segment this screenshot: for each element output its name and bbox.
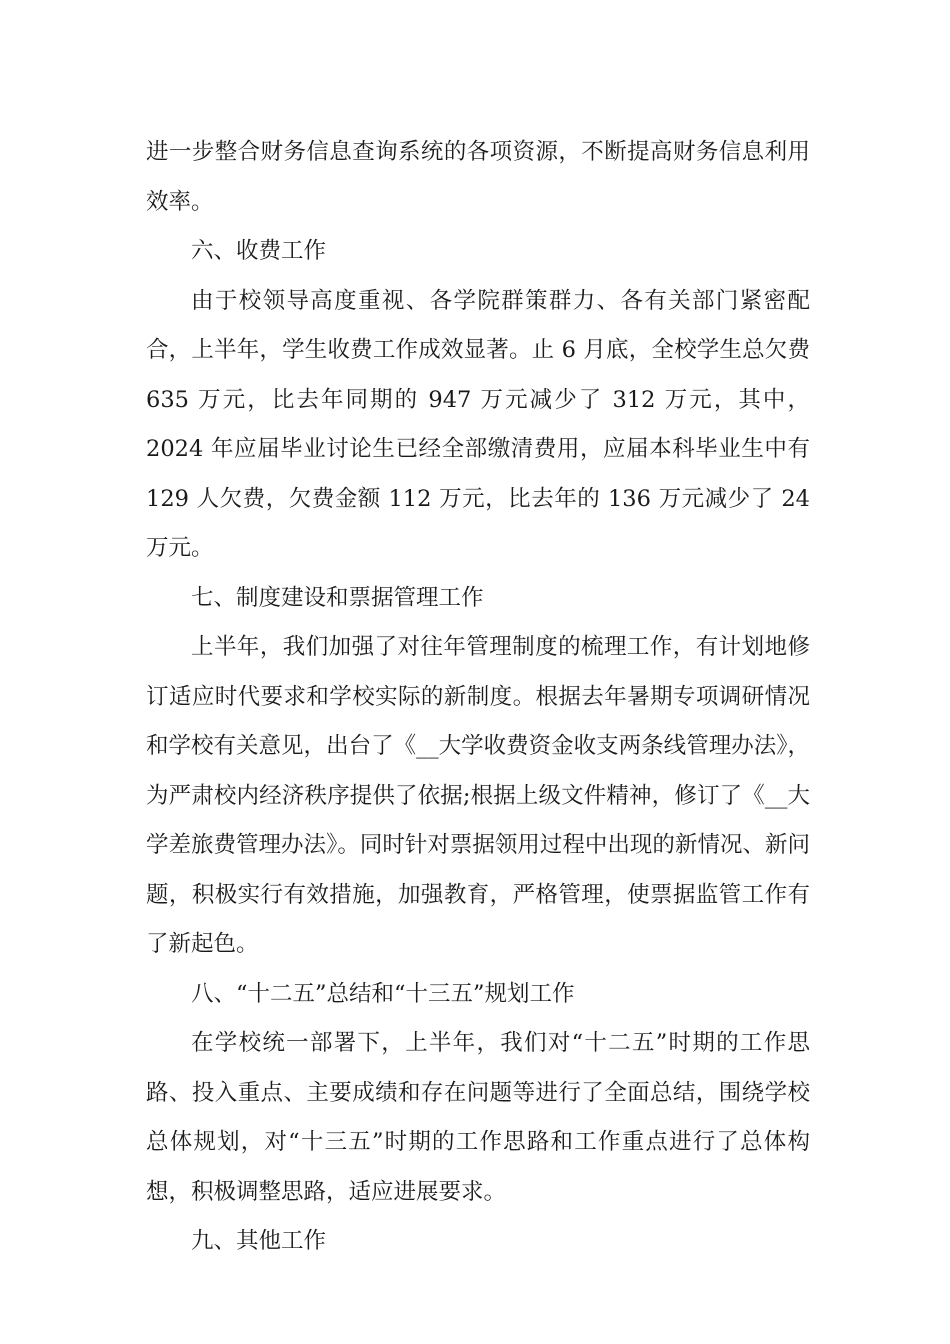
paragraph-fees: 由于校领导高度重视、各学院群策群力、各有关部门紧密配合，上半年，学生收费工作成效显著。止 6 月底，全校学生总欠费 635 万元，比去年同期的 947 万元减少了 312 万元，其中，2024 年应届毕业讨论生已经全部缴清费用，应届本科毕业生中有 129 人欠费，欠费金额 112 万元，比去年的 136 万元减少了 24 万元。 <box>146 287 810 561</box>
document-body <box>146 128 810 1267</box>
section-heading-9: 九、其他工作 <box>191 1228 327 1254</box>
section-heading-6: 六、收费工作 <box>191 238 327 264</box>
paragraph-regulations: 上半年，我们加强了对往年管理制度的梳理工作，有计划地修订适应时代要求和学校实际的新制度。根据去年暑期专项调研情况和学校有关意见，出台了《__大学收费资金收支两条线管理办法》，为严肃校内经济秩序提供了依据;根据上级文件精神，修订了《__大学差旅费管理办法》。同时针对票据领用过程中出现的新情况、新问题，积极实行有效措施，加强教育，严格管理，使票据监管工作有了新起色。 <box>146 634 810 957</box>
paragraph-planning: 在学校统一部署下，上半年，我们对“十二五”时期的工作思路、投入重点、主要成绩和存在问题等进行了全面总结，围绕学校总体规划，对“十三五”时期的工作思路和工作重点进行了总体构想，积极调整思路，适应进展要求。 <box>146 1030 810 1205</box>
paragraph-continuation: 进一步整合财务信息查询系统的各项资源，不断提高财务信息利用效率。 <box>146 139 810 215</box>
section-heading-7: 七、制度建设和票据管理工作 <box>191 584 484 611</box>
section-heading-8: 八、“十二五”总结和“十三五”规划工作 <box>191 980 575 1007</box>
